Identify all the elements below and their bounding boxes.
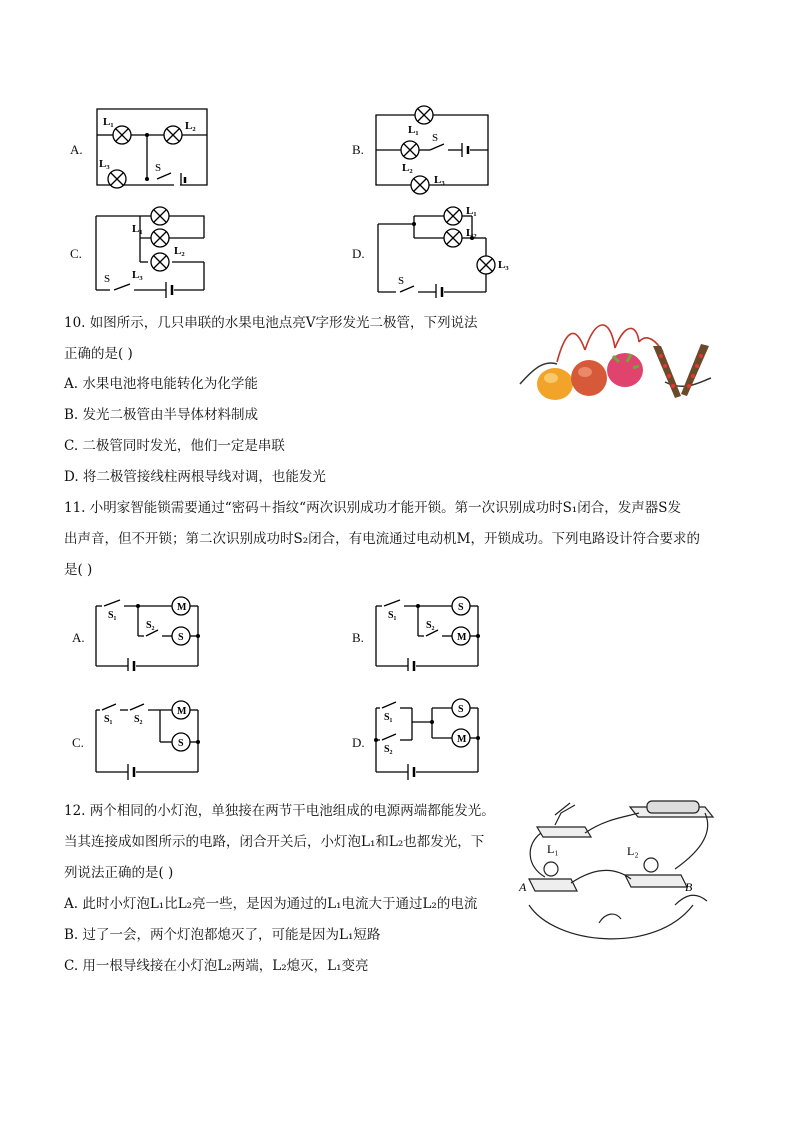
label-l2: L₂ — [627, 844, 639, 858]
label-m: M — [457, 632, 467, 643]
q11-option-a-letter: A. — [72, 630, 85, 645]
label-l2: L₂ — [185, 120, 196, 132]
label-a: A — [519, 880, 527, 894]
label-l1: L₁ — [547, 842, 559, 856]
q11-option-b-circuit — [372, 596, 492, 671]
q12-stem-line1: 12. 两个相同的小灯泡，单独接在两节干电池组成的电源两端都能发光。 — [64, 803, 495, 819]
q9-option-a-circuit — [95, 105, 215, 190]
q12-physical-circuit-figure — [515, 795, 730, 960]
q10-stem-line1: 10. 如图所示，几只串联的水果电池点亮V字形发光二极管，下列说法 — [64, 315, 478, 331]
q10-option-a: A. 水果电池将电能转化为化学能 — [64, 376, 258, 392]
label-s1: S₁ — [108, 610, 117, 621]
q11-option-a-circuit — [92, 596, 212, 671]
label-s1: S₁ — [388, 610, 397, 621]
label-s: S — [178, 738, 184, 749]
fruit-battery-led-figure — [515, 312, 715, 404]
q12-option-c: C. 用一根导线接在小灯泡L₂两端，L₂熄灭，L₁变亮 — [64, 958, 369, 974]
label-m: M — [177, 602, 187, 613]
label-s: S — [155, 162, 162, 174]
q11-stem-line1: 11. 小明家智能锁需要通过“密码＋指纹“两次识别成功才能开锁。第一次识别成功时S₁闭合，发声器S发 — [64, 500, 681, 516]
label-s: S — [432, 132, 439, 144]
q10-option-c: C. 二极管同时发光，他们一定是串联 — [64, 438, 285, 454]
label-m: M — [177, 706, 187, 717]
label-l2: L₂ — [174, 245, 185, 257]
q9-option-d-letter: D. — [352, 246, 365, 261]
q11-option-d-letter: D. — [352, 735, 365, 750]
q9-option-a-letter: A. — [70, 142, 83, 157]
label-l1: L₁ — [466, 206, 477, 217]
q11-option-c-letter: C. — [72, 735, 84, 750]
q9-option-c-letter: C. — [70, 246, 82, 261]
q12-option-a: A. 此时小灯泡L₁比L₂亮一些，是因为通过的L₁电流大于通过L₂的电流 — [64, 896, 478, 912]
label-s2: S₂ — [146, 620, 155, 631]
label-l3: L₃ — [498, 259, 509, 271]
label-s: S — [458, 602, 464, 613]
q11-option-d-circuit — [372, 698, 492, 780]
label-s: S — [104, 273, 111, 285]
q9-option-b-circuit — [372, 105, 497, 195]
label-b: B — [685, 880, 693, 894]
label-l3: L₃ — [99, 158, 110, 170]
q10-option-d: D. 将二极管接线柱两根导线对调，也能发光 — [64, 469, 326, 485]
q9-option-b-letter: B. — [352, 142, 364, 157]
label-l1: L₁ — [132, 223, 143, 235]
q11-option-c-circuit — [92, 700, 212, 780]
q12-stem-line2: 当其连接成如图所示的电路，闭合开关后，小灯泡L₁和L₂也都发光，下 — [64, 834, 485, 850]
q9-option-c-circuit — [92, 206, 217, 298]
label-s1: S₁ — [104, 714, 113, 725]
label-s: S — [178, 632, 184, 643]
label-s2: S₂ — [134, 714, 143, 725]
label-s: S — [398, 275, 405, 287]
label-l3: L₃ — [434, 174, 445, 186]
q10-option-b: B. 发光二极管由半导体材料制成 — [64, 407, 259, 423]
q12-stem-line3: 列说法正确的是( ) — [64, 865, 174, 881]
label-s2: S₂ — [426, 620, 435, 631]
label-l2: L₂ — [402, 162, 413, 174]
label-l1: L₁ — [408, 124, 419, 136]
label-l1: L₁ — [103, 116, 114, 128]
q10-stem-line2: 正确的是( ) — [64, 346, 133, 362]
q11-stem-line3: 是( ) — [64, 562, 93, 578]
q12-option-b: B. 过了一会，两个灯泡都熄灭了，可能是因为L₁短路 — [64, 927, 381, 943]
q11-stem-line2: 出声音，但不开锁；第二次识别成功时S₂闭合，有电流通过电动机M，开锁成功。下列电路设计符合要求的 — [64, 531, 700, 547]
q9-option-d-circuit — [372, 206, 522, 298]
label-s1: S₁ — [384, 712, 393, 723]
label-l2: L₂ — [466, 227, 477, 239]
label-m: M — [457, 734, 467, 745]
q11-option-b-letter: B. — [352, 630, 364, 645]
label-s2: S₂ — [384, 744, 393, 755]
label-l3: L₃ — [132, 269, 143, 281]
label-s: S — [458, 704, 464, 715]
